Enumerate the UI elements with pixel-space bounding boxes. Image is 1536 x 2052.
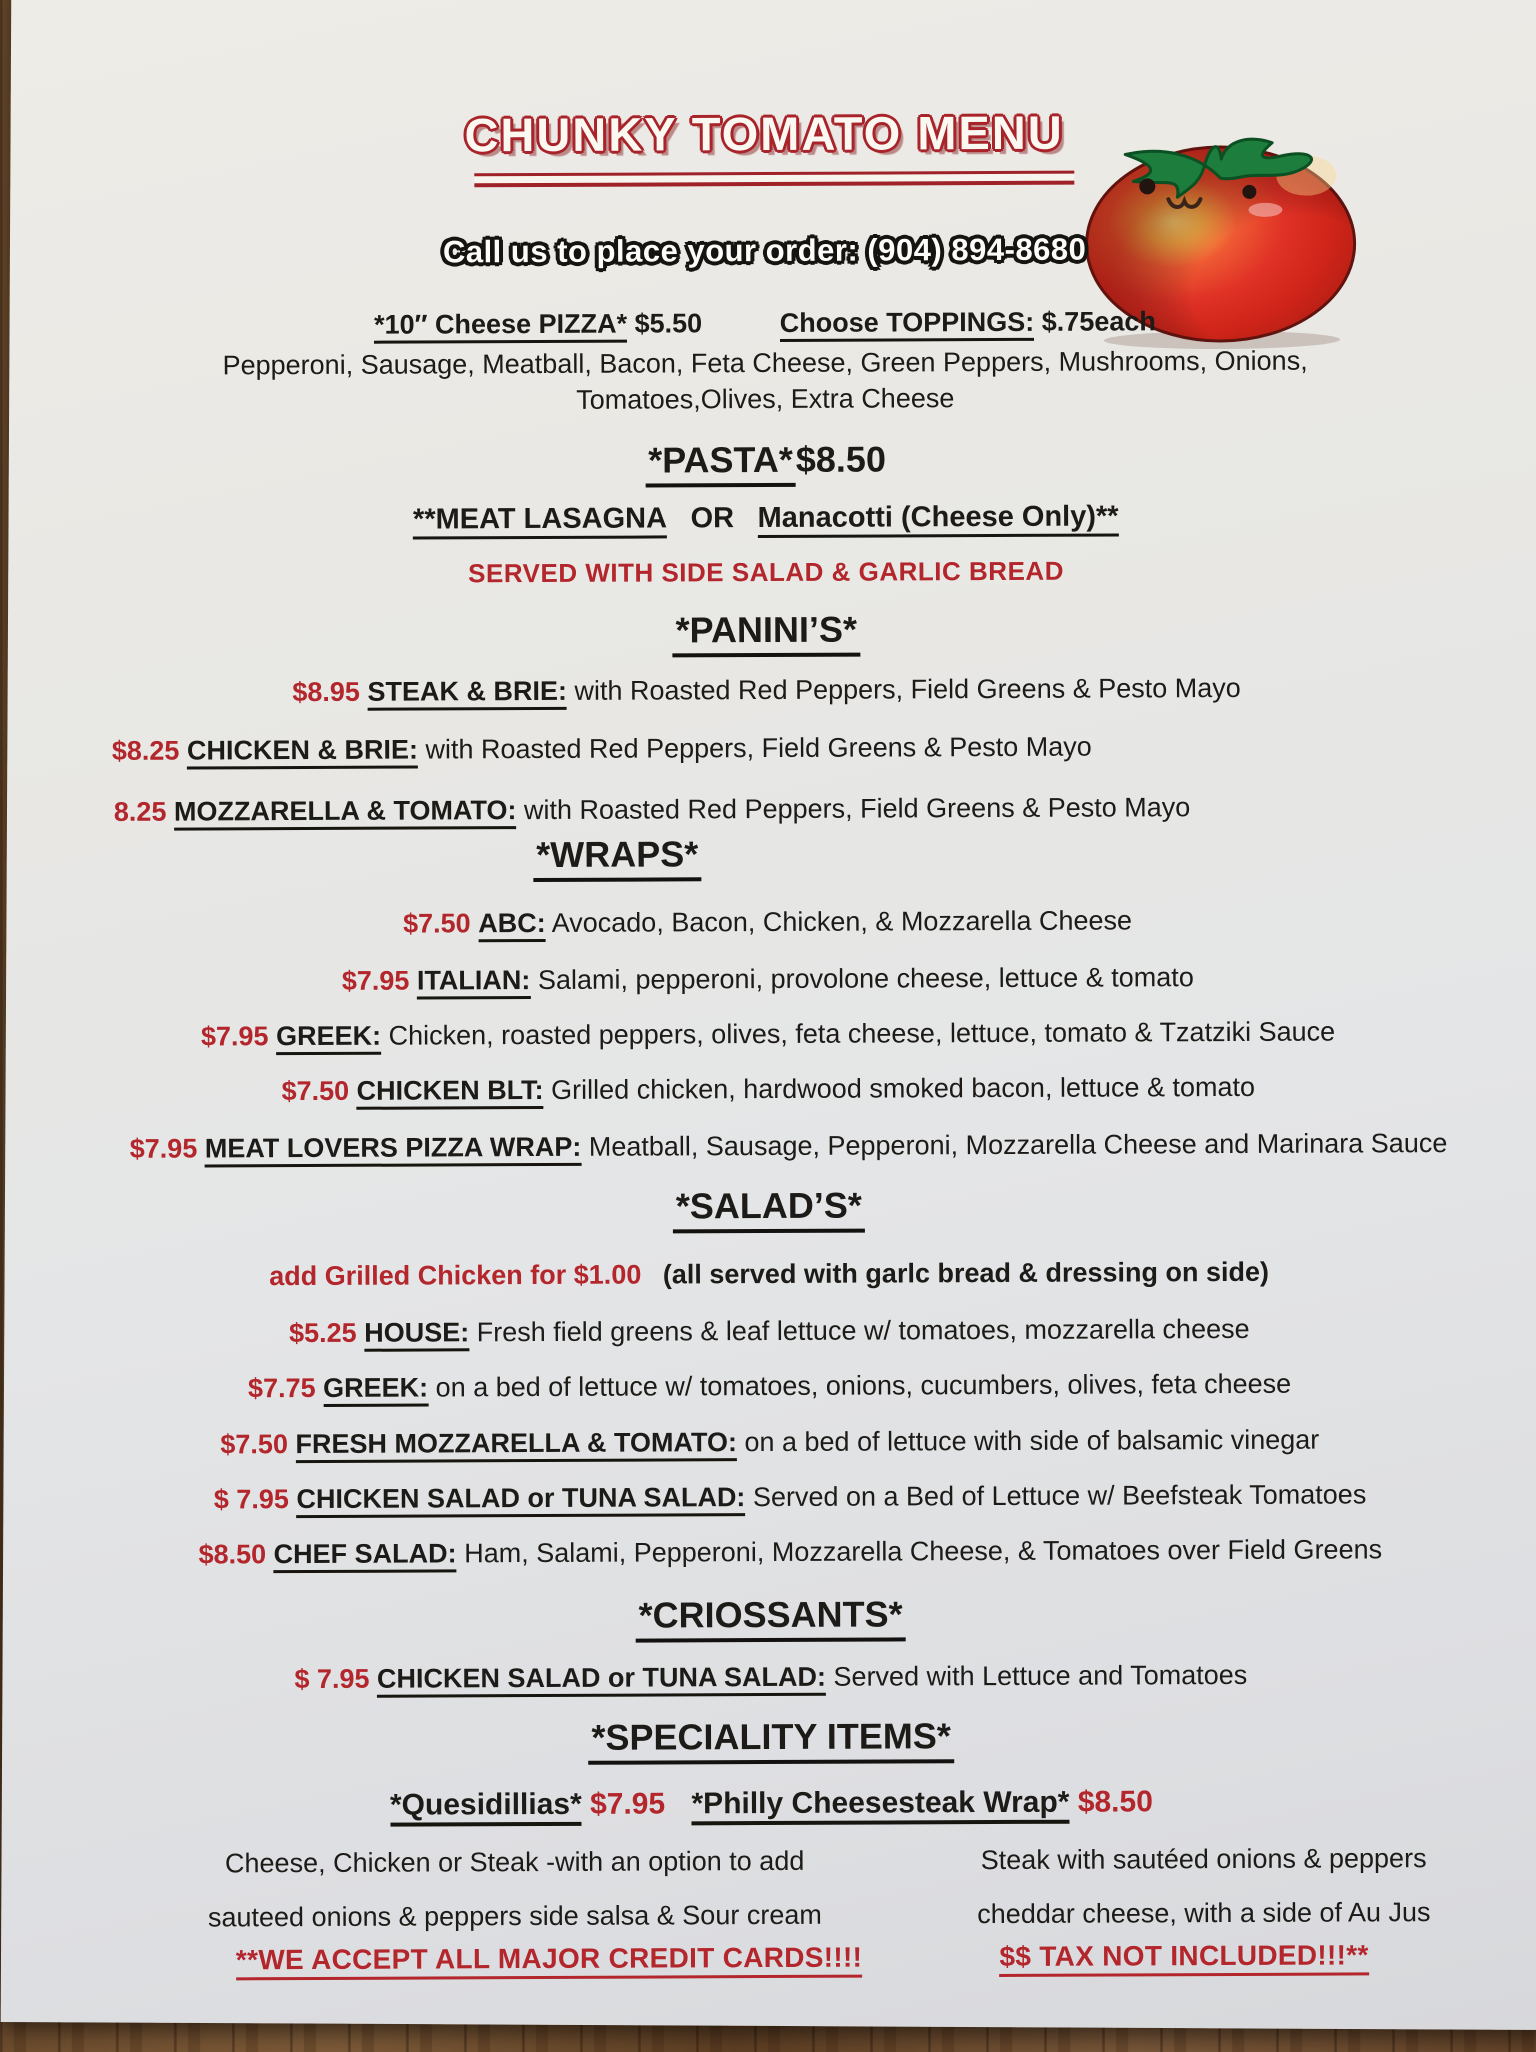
quesadillas-desc-1: Cheese, Chicken or Steak -with an option to add xyxy=(224,1845,805,1879)
paninis-heading-text: *PANINI’S* xyxy=(673,609,861,658)
item-name: CHEF SALAD: xyxy=(274,1538,457,1573)
pasta-served-note: SERVED WITH SIDE SALAD & GARLIC BREAD xyxy=(468,555,1065,589)
salads-heading-text: *SALAD’S* xyxy=(673,1185,865,1234)
paninis-heading xyxy=(0,603,1534,661)
quesadillas-name: *Quesidillias* xyxy=(390,1788,582,1827)
menu-item-steak-brie xyxy=(0,667,1535,714)
item-desc: on a bed of lettuce with side of balsamic vinegar xyxy=(744,1424,1320,1458)
item-name: FRESH MOZZARELLA & TOMATO: xyxy=(295,1427,737,1463)
pizza-line xyxy=(0,300,1533,347)
salads-note-line xyxy=(1,1251,1536,1298)
item-desc: with Roasted Red Peppers, Field Greens & Pesto Mayo xyxy=(523,792,1191,826)
item-price: $7.50 xyxy=(281,1075,350,1107)
item-name: MEAT LOVERS PIZZA WRAP: xyxy=(205,1132,582,1168)
pasta-option-or: OR xyxy=(690,502,735,535)
item-name: ABC: xyxy=(478,908,546,942)
title-underline-bar xyxy=(474,171,1074,188)
menu-item-chicken-tuna-salad xyxy=(22,1474,1536,1521)
salads-note-add-chicken: add Grilled Chicken for $1.00 xyxy=(269,1259,642,1292)
item-price: $7.95 xyxy=(129,1133,198,1164)
tax-text: $$ TAX NOT INCLUDED!!!** xyxy=(999,1939,1368,1977)
specials-heading xyxy=(3,1710,1536,1768)
item-name: CHICKEN BLT: xyxy=(357,1075,544,1110)
pasta-heading-text: *PASTA* xyxy=(645,439,796,488)
item-desc: on a bed of lettuce w/ tomatoes, onions, cucumbers, olives, feta cheese xyxy=(435,1368,1292,1403)
menu-item-meat-lovers-wrap xyxy=(20,1123,1536,1170)
item-price: $8.25 xyxy=(111,735,180,766)
item-desc: with Roasted Red Peppers, Field Greens & Pesto Mayo xyxy=(574,672,1241,706)
menu-item-abc-wrap xyxy=(0,899,1536,946)
menu-item-croissant-chicken-tuna xyxy=(3,1654,1536,1701)
item-desc: Served with Lettuce and Tomatoes xyxy=(833,1659,1248,1692)
specials-desc-row-2 xyxy=(4,1892,1536,1933)
menu-item-chef-salad xyxy=(22,1529,1536,1576)
credit-cards-text: **WE ACCEPT ALL MAJOR CREDIT CARDS!!!! xyxy=(236,1942,863,1981)
pasta-option-manacotti: Manacotti (Cheese Only)** xyxy=(758,500,1119,538)
item-price: 8.25 xyxy=(113,796,167,827)
pasta-heading xyxy=(0,433,1534,491)
item-name: GREEK: xyxy=(323,1372,428,1406)
toppings-price: $.75each xyxy=(1041,306,1156,337)
item-name: STEAK & BRIE: xyxy=(367,676,567,711)
toppings-line-2: Tomatoes,Olives, Extra Cheese xyxy=(576,383,955,415)
specials-heading-text: *SPECIALITY ITEMS* xyxy=(588,1715,954,1765)
order-phone-line: Call us to place your order: (904) 894-8680 xyxy=(442,231,1087,270)
item-price: $7.95 xyxy=(200,1021,269,1052)
item-name: CHICKEN SALAD or TUNA SALAD: xyxy=(296,1482,745,1518)
toppings-line-1: Pepperoni, Sausage, Meatball, Bacon, Feta Cheese, Green Peppers, Mushrooms, Onions, xyxy=(222,345,1308,381)
item-price: $ 7.95 xyxy=(294,1663,370,1695)
item-name: HOUSE: xyxy=(364,1317,469,1351)
item-desc: Grilled chicken, hardwood smoked bacon, lettuce & tomato xyxy=(551,1071,1256,1105)
toppings-label: Choose TOPPINGS: xyxy=(780,307,1035,342)
item-price: $5.25 xyxy=(289,1317,357,1349)
item-desc: Fresh field greens & leaf lettuce w/ tomatoes, mozzarella cheese xyxy=(476,1313,1250,1348)
item-name: CHICKEN SALAD or TUNA SALAD: xyxy=(377,1662,826,1698)
item-price: $8.95 xyxy=(292,676,360,708)
item-price: $8.50 xyxy=(198,1539,267,1570)
menu-item-greek-wrap xyxy=(0,1011,1536,1058)
menu-item-italian-wrap xyxy=(0,956,1536,1003)
item-name: ITALIAN: xyxy=(417,965,531,999)
menu-item-fresh-mozzarella-salad xyxy=(2,1419,1536,1466)
item-price: $7.95 xyxy=(341,965,410,996)
item-price: $7.75 xyxy=(247,1372,316,1404)
philly-desc-1: Steak with sautéed onions & peppers xyxy=(980,1843,1427,1876)
item-desc: Meatball, Sausage, Pepperoni, Mozzarella Cheese and Marinara Sauce xyxy=(588,1128,1448,1162)
item-price: $ 7.95 xyxy=(213,1484,289,1515)
item-desc: Salami, pepperoni, provolone cheese, lettuce & tomato xyxy=(537,962,1194,996)
salads-note-served: (all served with garlc bread & dressing on side) xyxy=(662,1256,1270,1290)
croissants-heading xyxy=(2,1588,1536,1646)
item-price: $7.50 xyxy=(403,908,471,939)
specials-names-line xyxy=(3,1779,1536,1830)
wraps-heading xyxy=(0,827,1385,885)
pasta-options-line xyxy=(0,494,1534,543)
menu-title-text: CHUNKY TOMATO MENU xyxy=(464,105,1064,162)
philly-wrap-name: *Philly Cheesesteak Wrap* xyxy=(691,1786,1069,1826)
item-desc: with Roasted Red Peppers, Field Greens & Pesto Mayo xyxy=(425,731,1092,765)
wraps-heading-text: *WRAPS* xyxy=(533,833,701,882)
item-name: CHICKEN & BRIE: xyxy=(187,735,418,770)
menu-item-chicken-brie xyxy=(0,725,1370,772)
tax-note xyxy=(904,1935,1464,1977)
item-desc: Ham, Salami, Pepperoni, Mozzarella Cheese, & Tomatoes over Field Greens xyxy=(464,1534,1383,1569)
item-desc: Served on a Bed of Lettuce w/ Beefsteak Tomatoes xyxy=(752,1479,1367,1513)
pasta-option-lasagna: **MEAT LASAGNA xyxy=(413,502,667,539)
menu-item-greek-salad xyxy=(1,1363,1536,1410)
item-desc: Avocado, Bacon, Chicken, & Mozzarella Cheese xyxy=(551,905,1133,938)
menu-item-house-salad xyxy=(1,1308,1536,1355)
item-name: GREEK: xyxy=(276,1021,381,1055)
item-desc: Chicken, roasted peppers, olives, feta cheese, lettuce, tomato & Tzatziki Sauce xyxy=(388,1016,1336,1051)
pizza-item-price: $5.50 xyxy=(634,308,703,339)
specials-desc-row-1 xyxy=(4,1838,1536,1879)
philly-desc-2: cheddar cheese, with a side of Au Jus xyxy=(977,1897,1431,1930)
menu-item-mozzarella-tomato xyxy=(0,786,1420,833)
item-price: $7.50 xyxy=(220,1429,289,1460)
quesadillas-price: $7.95 xyxy=(589,1787,666,1821)
menu-title xyxy=(0,103,1532,165)
quesadillas-desc-2: sauteed onions & peppers side salsa & Sour cream xyxy=(207,1899,822,1933)
philly-wrap-price: $8.50 xyxy=(1077,1785,1153,1819)
item-name: MOZZARELLA & TOMATO: xyxy=(174,795,517,830)
pasta-price: $8.50 xyxy=(795,438,887,480)
pizza-item-name: *10″ Cheese PIZZA* xyxy=(374,309,627,344)
menu-item-chicken-blt-wrap xyxy=(0,1066,1536,1113)
croissants-heading-text: *CRIOSSANTS* xyxy=(635,1593,905,1642)
salads-heading xyxy=(1,1179,1536,1237)
